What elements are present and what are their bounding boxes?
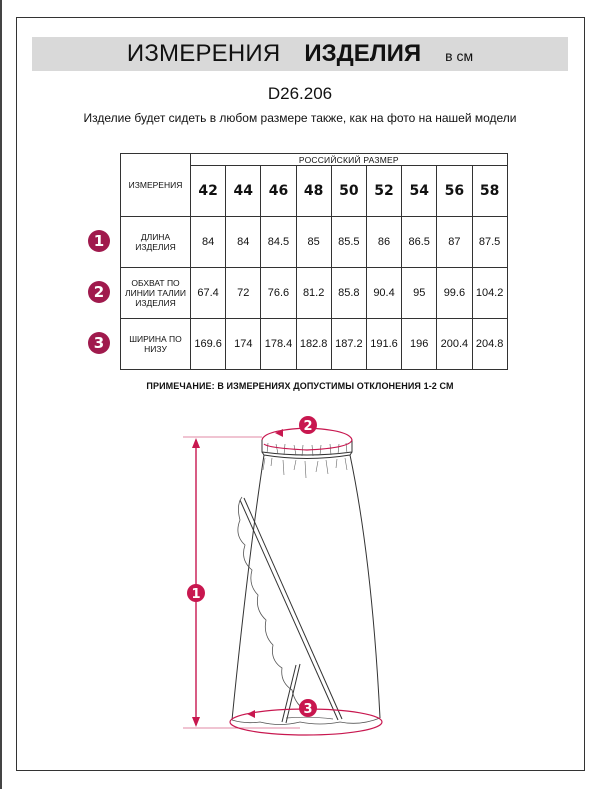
table-cell: 86: [366, 217, 401, 268]
table-cell: 85.8: [331, 268, 366, 319]
size-header: 54: [402, 166, 437, 217]
size-header: 50: [331, 166, 366, 217]
table-cell: 67.4: [191, 268, 226, 319]
table-cell: 72: [226, 268, 261, 319]
table-cell: 196: [402, 319, 437, 370]
title-regular: ИЗМЕРЕНИЯ: [126, 40, 281, 67]
table-cell: 95: [402, 268, 437, 319]
skirt-outline: [232, 440, 380, 725]
table-cell: 84: [191, 217, 226, 268]
table-cell: 174: [226, 319, 261, 370]
row-label: ШИРИНА ПО НИЗУ: [121, 319, 191, 370]
size-header: 42: [191, 166, 226, 217]
length-measure: [183, 437, 300, 728]
size-header: 44: [226, 166, 261, 217]
table-cell: 85.5: [331, 217, 366, 268]
size-header: 46: [261, 166, 296, 217]
measure-header: ИЗМЕРЕНИЯ: [121, 154, 191, 217]
table-cell: 87: [437, 217, 472, 268]
badge-hem-width: 3: [88, 332, 110, 354]
table-cell: 84.5: [261, 217, 296, 268]
table-cell: 84: [226, 217, 261, 268]
badge-length: 1: [88, 230, 110, 252]
row-label: ДЛИНА ИЗДЕЛИЯ: [121, 217, 191, 268]
title-unit: в см: [445, 47, 474, 64]
row-label: ОБХВАТ ПО ЛИНИИ ТАЛИИ ИЗДЕЛИЯ: [121, 268, 191, 319]
svg-text:2: 2: [303, 419, 313, 434]
fit-note: Изделие будет сидеть в любом размере также, как на фото на нашей модели: [83, 111, 517, 125]
svg-text:3: 3: [303, 702, 313, 717]
diagram-badge-1: [187, 584, 205, 602]
size-header: 48: [296, 166, 331, 217]
table-cell: 204.8: [472, 319, 507, 370]
size-header: 52: [366, 166, 401, 217]
diagram-badge-3: [299, 699, 317, 717]
diagram-badge-2: [299, 416, 317, 434]
table-cell: 76.6: [261, 268, 296, 319]
table-cell: 104.2: [472, 268, 507, 319]
table-cell: 99.6: [437, 268, 472, 319]
table-cell: 200.4: [437, 319, 472, 370]
table-cell: 87.5: [472, 217, 507, 268]
badge-waist: 2: [88, 281, 110, 303]
svg-text:1: 1: [191, 587, 201, 602]
table-cell: 90.4: [366, 268, 401, 319]
table-cell: 187.2: [331, 319, 366, 370]
title-bold: ИЗДЕЛИЯ: [304, 40, 422, 67]
table-cell: 178.4: [261, 319, 296, 370]
tolerance-note: ПРИМЕЧАНИЕ: В ИЗМЕРЕНИЯХ ДОПУСТИМЫ ОТКЛОНЕНИЯ 1-2 СМ: [146, 381, 454, 391]
size-group-header: РОССИЙСКИЙ РАЗМЕР: [191, 154, 508, 166]
table-cell: 191.6: [366, 319, 401, 370]
size-header: 56: [437, 166, 472, 217]
table-cell: 81.2: [296, 268, 331, 319]
table-cell: 86.5: [402, 217, 437, 268]
article-number: D26.206: [267, 84, 333, 103]
table-cell: 182.8: [296, 319, 331, 370]
table-cell: 85: [296, 217, 331, 268]
table-cell: 169.6: [191, 319, 226, 370]
size-header: 58: [472, 166, 507, 217]
